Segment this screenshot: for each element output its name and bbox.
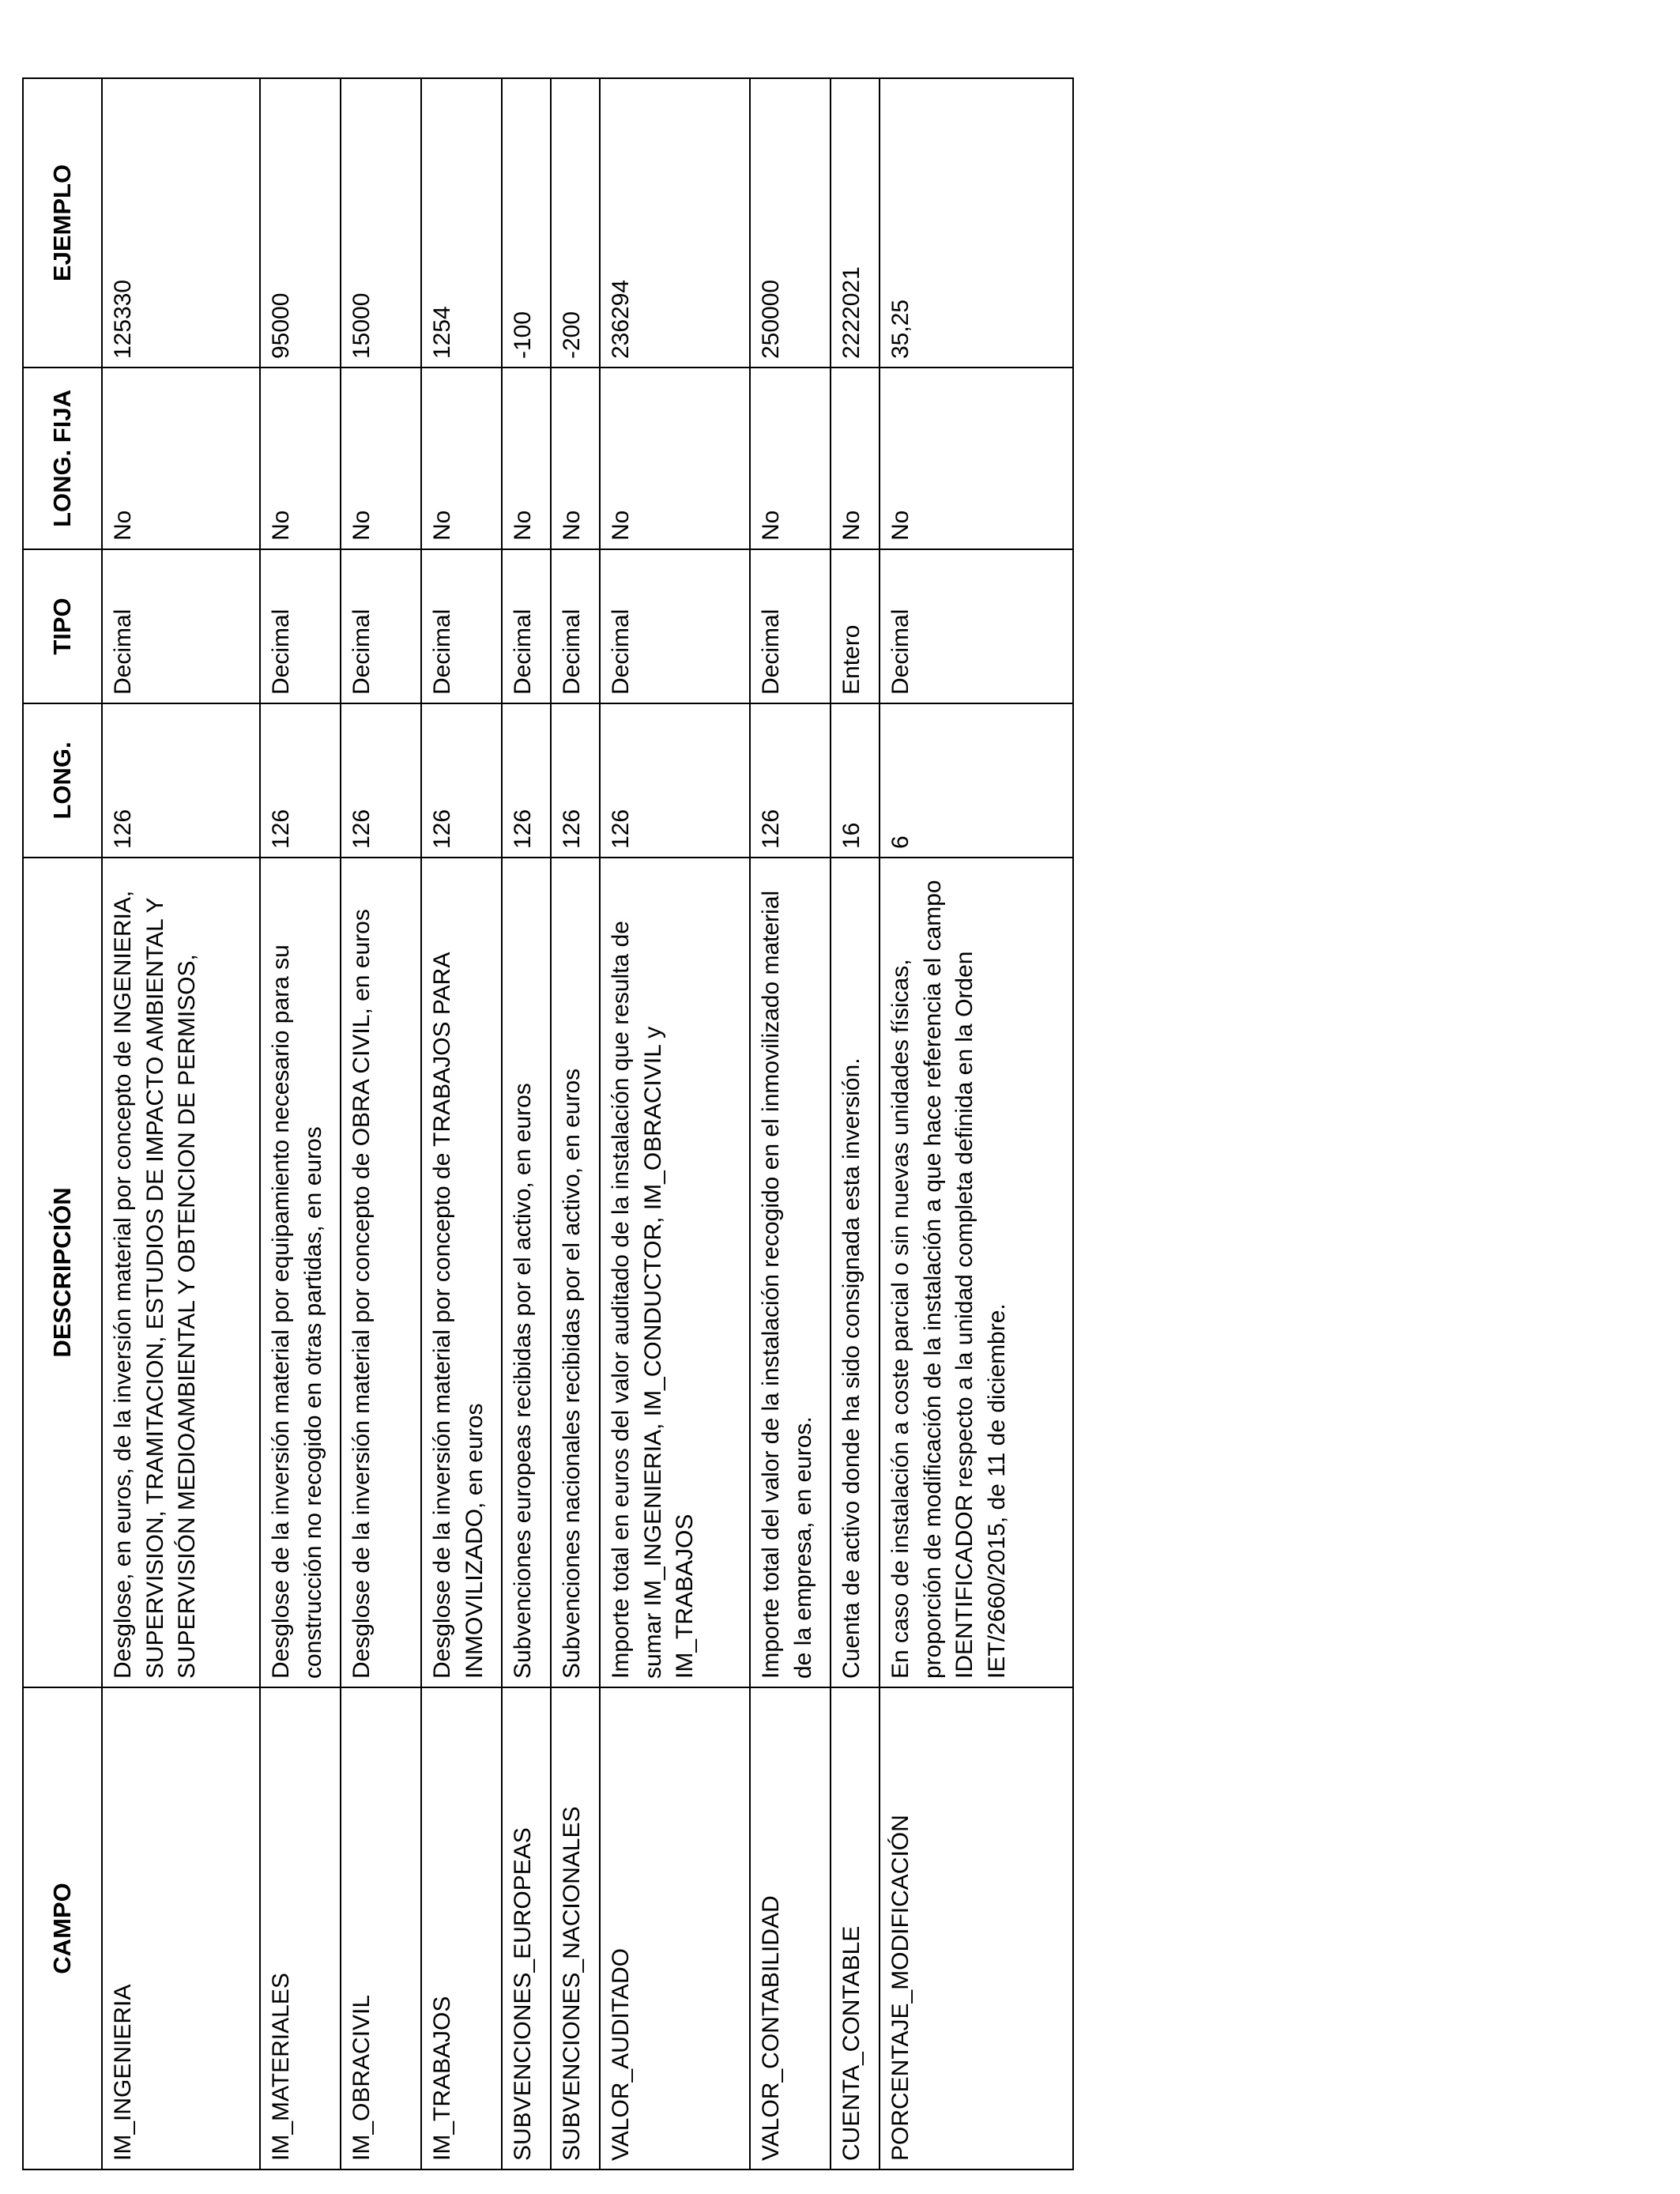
cell-descripcion: Desglose, en euros, de la inversión material por concepto de INGENIERIA, SUPERVISION, TRAMITACION, ESTUDIOS DE IMPACTO AMBIENTAL Y SUPERVISIÓN MEDIOAMBIENTAL Y OBTENCION DE PERMISOS, xyxy=(102,858,260,1687)
cell-ejemplo: 125330 xyxy=(102,78,260,368)
cell-ejemplo: 2222021 xyxy=(831,78,880,368)
cell-long-fija: No xyxy=(102,368,260,549)
header-campo: CAMPO xyxy=(23,1687,102,2169)
cell-descripcion: Subvenciones europeas recibidas por el activo, en euros xyxy=(502,858,551,1687)
cell-tipo: Entero xyxy=(831,549,880,703)
cell-campo: CUENTA_CONTABLE xyxy=(831,1687,880,2169)
cell-campo: SUBVENCIONES_NACIONALES xyxy=(551,1687,600,2169)
header-tipo: TIPO xyxy=(23,549,102,703)
cell-descripcion: En caso de instalación a coste parcial o sin nuevas unidades físicas, proporción de modificación de la instalación a que hace referencia el campo IDENTIFICADOR respecto a la unidad completa definida en la Orden IET/2660/2015, de 11 de diciembre. xyxy=(880,858,1073,1687)
cell-long-fija: No xyxy=(341,368,421,549)
cell-descripcion: Desglose de la inversión material por concepto de TRABAJOS PARA INMOVILIZADO, en euros xyxy=(421,858,502,1687)
header-long-fija: LONG. FIJA xyxy=(23,368,102,549)
cell-long: 126 xyxy=(600,703,750,858)
table-row xyxy=(600,78,750,2169)
cell-campo: IM_OBRACIVIL xyxy=(341,1687,421,2169)
cell-ejemplo: -100 xyxy=(502,78,551,368)
field-spec-table xyxy=(22,77,1074,2170)
cell-long-fija: No xyxy=(750,368,831,549)
cell-tipo: Decimal xyxy=(260,549,341,703)
table-row xyxy=(551,78,600,2169)
header-row xyxy=(23,78,102,2169)
cell-tipo: Decimal xyxy=(551,549,600,703)
header-descripcion: DESCRIPCIÓN xyxy=(23,858,102,1687)
cell-campo: IM_INGENIERIA xyxy=(102,1687,260,2169)
cell-descripcion: Cuenta de activo donde ha sido consignada esta inversión. xyxy=(831,858,880,1687)
table-row xyxy=(750,78,831,2169)
cell-tipo: Decimal xyxy=(102,549,260,703)
table-row xyxy=(421,78,502,2169)
header-ejemplo: EJEMPLO xyxy=(23,78,102,368)
cell-ejemplo: 1254 xyxy=(421,78,502,368)
cell-ejemplo: 95000 xyxy=(260,78,341,368)
cell-ejemplo: 250000 xyxy=(750,78,831,368)
table-row xyxy=(260,78,341,2169)
cell-descripcion: Subvenciones nacionales recibidas por el activo, en euros xyxy=(551,858,600,1687)
cell-ejemplo: 35,25 xyxy=(880,78,1073,368)
cell-descripcion: Desglose de la inversión material por equipamiento necesario para su construcción no recogido en otras partidas, en euros xyxy=(260,858,341,1687)
cell-tipo: Decimal xyxy=(341,549,421,703)
cell-campo: SUBVENCIONES_EUROPEAS xyxy=(502,1687,551,2169)
cell-long-fija: No xyxy=(831,368,880,549)
cell-tipo: Decimal xyxy=(502,549,551,703)
table-row xyxy=(502,78,551,2169)
cell-tipo: Decimal xyxy=(750,549,831,703)
cell-long: 126 xyxy=(102,703,260,858)
cell-long: 126 xyxy=(421,703,502,858)
cell-long-fija: No xyxy=(502,368,551,549)
cell-campo: VALOR_AUDITADO xyxy=(600,1687,750,2169)
cell-long-fija: No xyxy=(421,368,502,549)
cell-campo: IM_TRABAJOS xyxy=(421,1687,502,2169)
cell-descripcion: Desglose de la inversión material por concepto de OBRA CIVIL, en euros xyxy=(341,858,421,1687)
table-row xyxy=(341,78,421,2169)
table-row xyxy=(831,78,880,2169)
cell-campo: IM_MATERIALES xyxy=(260,1687,341,2169)
rotated-table-wrapper xyxy=(22,79,1055,2170)
header-long: LONG. xyxy=(23,703,102,858)
cell-tipo: Decimal xyxy=(421,549,502,703)
cell-campo: VALOR_CONTABILIDAD xyxy=(750,1687,831,2169)
cell-tipo: Decimal xyxy=(600,549,750,703)
cell-ejemplo: 15000 xyxy=(341,78,421,368)
cell-long: 6 xyxy=(880,703,1073,858)
cell-ejemplo: -200 xyxy=(551,78,600,368)
cell-descripcion: Importe total en euros del valor auditado de la instalación que resulta de sumar IM_INGENIERIA, IM_CONDUCTOR, IM_OBRACIVIL y IM_TRABAJOS xyxy=(600,858,750,1687)
cell-campo: PORCENTAJE_MODIFICACIÓN xyxy=(880,1687,1073,2169)
cell-long-fija: No xyxy=(880,368,1073,549)
cell-ejemplo: 236294 xyxy=(600,78,750,368)
cell-long: 126 xyxy=(341,703,421,858)
cell-long-fija: No xyxy=(600,368,750,549)
cell-long: 126 xyxy=(502,703,551,858)
cell-long-fija: No xyxy=(551,368,600,549)
cell-long: 16 xyxy=(831,703,880,858)
cell-long: 126 xyxy=(260,703,341,858)
cell-long: 126 xyxy=(551,703,600,858)
table-row xyxy=(880,78,1073,2169)
cell-long: 126 xyxy=(750,703,831,858)
cell-descripcion: Importe total del valor de la instalación recogido en el inmovilizado material de la empresa, en euros. xyxy=(750,858,831,1687)
cell-long-fija: No xyxy=(260,368,341,549)
cell-tipo: Decimal xyxy=(880,549,1073,703)
table-row xyxy=(102,78,260,2169)
